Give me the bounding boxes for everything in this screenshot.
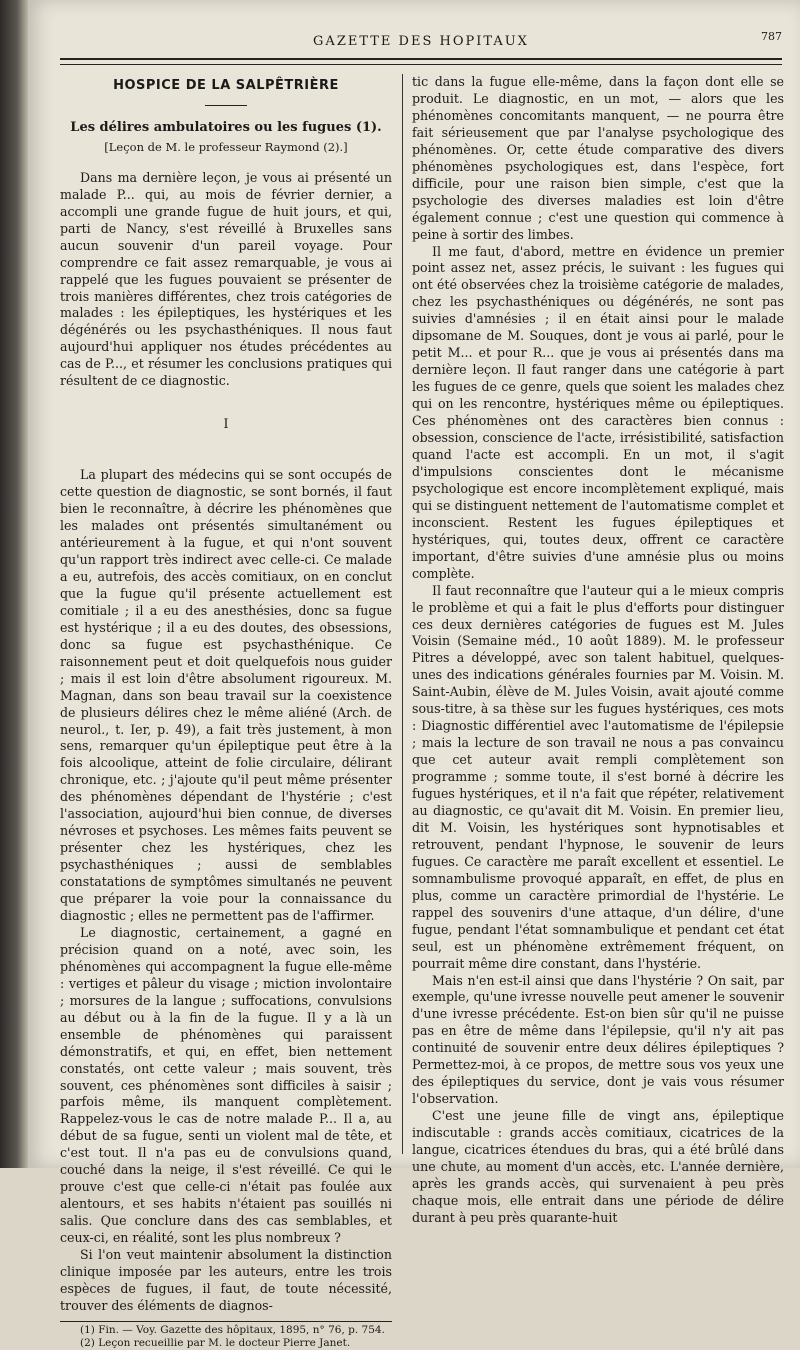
header-rule	[60, 58, 782, 60]
lecon-byline: [Leçon de M. le professeur Raymond (2).]	[104, 139, 348, 154]
paragraph: C'est une jeune fille de vingt ans, épileptique indiscutable : grands accès comitiaux, cicatrices de la langue, cicatrices étendues du bras, qui a été brûlé dans une chute, au moment d'un accès, etc. L'année dernière, après les grands accès, qui survenaient à peu près chaque mois, elle entrait dans une période de délire durant à peu près quarante-huit	[412, 1108, 784, 1225]
header-rule-thin	[60, 64, 782, 65]
journal-title: GAZETTE DES HOPITAUX	[313, 34, 529, 49]
paragraph: Si l'on veut maintenir absolument la distinction clinique imposée par les auteurs, entre les trois espèces de fugues, il faut, de toute nécessité, trouver des éléments de diagnos-	[60, 1247, 392, 1313]
paragraph: Il me faut, d'abord, mettre en évidence un premier point assez net, assez précis, le suivant : les fugues qui ont été observées chez la troisième catégorie de malades, chez les psychasthéniques ou dégénérés, ne sont pas suivies d'amnésies ; il en était ainsi pour le malade dipsomane de M. Souques, dont je vous ai parlé, pour le petit M... et pour R... que je vous ai présentés dans ma dernière leçon. Il faut ranger dans une catégorie à part les fugues de ce genre, quels que soient les malades chez qui on les rencontre, hystériques même ou épileptiques. Ces phénomènes ont des caractères bien connus : obsession, conscience de l'acte, irrésistibilité, satisfaction quand l'acte est accompli. En un mot, il s'agit d'impulsions conscientes dont le mécanisme psychologique est encore incomplètement expliqué, mais qui se distinguent nettement de l'automatisme complet et inconscient. Restent les fugues épileptiques et hystériques, qui, toutes deux, offrent ce caractère important, d'être suivies d'une amnésie plus ou moins complète.	[412, 243, 784, 581]
running-head	[60, 30, 782, 52]
footnote-1: (1) Fin. — Voy. Gazette des hôpitaux, 1895, n° 76, p. 754.	[80, 1323, 385, 1336]
footnote-2: (2) Leçon recueillie par M. le docteur Pierre Janet.	[80, 1336, 351, 1349]
paragraph: La plupart des médecins qui se sont occupés de cette question de diagnostic, se sont bornés, il faut bien le reconnaître, à décrire les phénomènes que les malades ont présentés simultanément ou antérieurement à la fugue, et qui n'ont souvent qu'un rapport très indirect avec celle-ci. Ce malade a eu, autrefois, des accès comitiaux, on en conclut que la fugue qu'il présente actuellement est comitiale ; il a eu des anesthésies, donc sa fugue est hystérique ; il a eu des doutes, des obsessions, donc sa fugue est psychasthénique. Ce raisonnement peut et doit quelquefois nous guider ; mais il est loin d'être absolument rigoureux. M. Magnan, dans son beau travail sur la coexistence de plusieurs délires chez le même aliéné (Arch. de neurol., t. Ier, p. 49), a fait très justement, à mon sens, remarquer qu'un épileptique peut être à la fois alcoolique, atteint de folie circulaire, délirant chronique, etc. ; j'ajoute qu'il peut même présenter des phénomènes dépendant de l'hystérie ; c'est l'association, aujourd'hui bien connue, de diverses névroses et psychoses. Les mêmes faits peuvent se présenter chez les hystériques, chez les psychasthéniques ; aussi de semblables constatations de symptômes simultanés ne peuvent que préparer la voie pour la connaissance du diagnostic ; elles ne permettent pas de l'affirmer.	[60, 467, 392, 923]
section-number: I	[223, 416, 229, 432]
left-column	[60, 74, 392, 1350]
paragraph: Dans ma dernière leçon, je vous ai présenté un malade P... qui, au mois de février dernier, a accompli une grande fugue de huit jours, et qui, parti de Nancy, s'est réveillé à Bruxelles sans aucun souvenir d'un pareil voyage. Pour comprendre ce fait assez remarquable, je vous ai rappelé que les fugues pouvaient se présenter de trois manières différentes, chez trois catégories de malades : les épileptiques, les hystériques et les dégénérés ou les psychasthéniques. Il nous faut aujourd'hui appliquer nos études précédentes au cas de P..., et résumer les conclusions pratiques qui résultent de ce diagnostic.	[60, 169, 392, 389]
right-column	[412, 74, 784, 1227]
book-spine	[0, 0, 28, 1168]
heading-rule	[205, 105, 247, 106]
hospital-heading: HOSPICE DE LA SALPÊTRIÈRE	[113, 78, 339, 93]
paragraph: Le diagnostic, certainement, a gagné en précision quand on a noté, avec soin, les phénomènes qui accompagnent la fugue elle-même : vertiges et pâleur du visage ; miction involontaire ; morsures de la langue ; suffocations, convulsions au début ou à la fin de la fugue. Il y a là un ensemble de phénomènes qui paraissent démonstratifs, et qui, en effet, bien nettement constatés, ont cette valeur ; mais souvent, très souvent, ces phénomènes sont difficiles à saisir ; parfois même, ils manquent complètement. Rappelez-vous le cas de notre malade P... Il a, au début de sa fugue, senti un violent mal de tête, et c'est tout. Il n'a pas eu de convulsions quand, couché dans la neige, il s'est réveillé. Ce qui le prouve c'est que celle-ci n'était pas foulée aux alentours, et ses habits n'étaient pas souillés ni salis. Que conclure dans des cas semblables, et ceux-ci, en réalité, sont les plus nombreux ?	[60, 924, 392, 1246]
paragraph: tic dans la fugue elle-même, dans la façon dont elle se produit. Le diagnostic, en un mot, — alors que les phénomènes concomitants manquent, — ne pourra être fait sérieusement que par l'analyse psychologique des phénomènes. Or, cette étude comparative des divers phénomènes psychologiques est, dans l'espèce, fort difficile, pour une raison bien simple, c'est que la psychologie des diverses maladies est loin d'être également connue ; c'est une question qui commence à peine à sortir des limbes.	[412, 74, 784, 242]
column-divider	[402, 74, 403, 1154]
page-number: 787	[761, 30, 782, 43]
paragraph: Mais n'en est-il ainsi que dans l'hystérie ? On sait, par exemple, qu'une ivresse nouvelle peut amener le souvenir d'une ivresse précédente. Est-on bien sûr qu'il ne puisse pas en être de même dans l'épilepsie, qu'il n'y ait pas continuité de souvenir entre deux délires épileptiques ? Permettez-moi, à ce propos, de mettre sous vos yeux une des épileptiques du service, dont je vais vous résumer l'observation.	[412, 972, 784, 1107]
footnote-rule	[60, 1321, 392, 1322]
paragraph: Il faut reconnaître que l'auteur qui a le mieux compris le problème et qui a fait le plus d'efforts pour distinguer ces deux dernières catégories de fugues est M. Jules Voisin (Semaine méd., 10 août 1889). M. le professeur Pitres a développé, avec son talent habituel, quelques-unes des indications générales fournies par M. Voisin. M. Saint-Aubin, élève de M. Jules Voisin, avait ajouté comme sous-titre, à sa thèse sur les fugues hystériques, ces mots : Diagnostic différentiel avec l'automatisme de l'épilepsie ; mais la lecture de son travail ne nous a pas convaincu que cet auteur avait rempli complètement son programme ; somme toute, il s'est borné à décrire les fugues hystériques, et il n'a fait que répéter, relativement au diagnostic, ce qu'avait dit M. Voisin. En premier lieu, dit M. Voisin, les hystériques sont hypnotisables et retrouvent, pendant l'hypnose, le souvenir de leurs fugues. Ce caractère me paraît excellent et essentiel. Le somnambulisme provoqué apparaît, en effet, de plus en plus, comme un caractère primordial de l'hystérie. Le rappel des souvenirs d'une attaque, d'un délire, d'une fugue, pendant l'état somnambulique et pendant cet état seul, est un phénomène extrêmement fréquent, on pourrait même dire constant, dans l'hystérie.	[412, 582, 784, 971]
article-title: Les délires ambulatoires ou les fugues (1).	[70, 119, 382, 135]
